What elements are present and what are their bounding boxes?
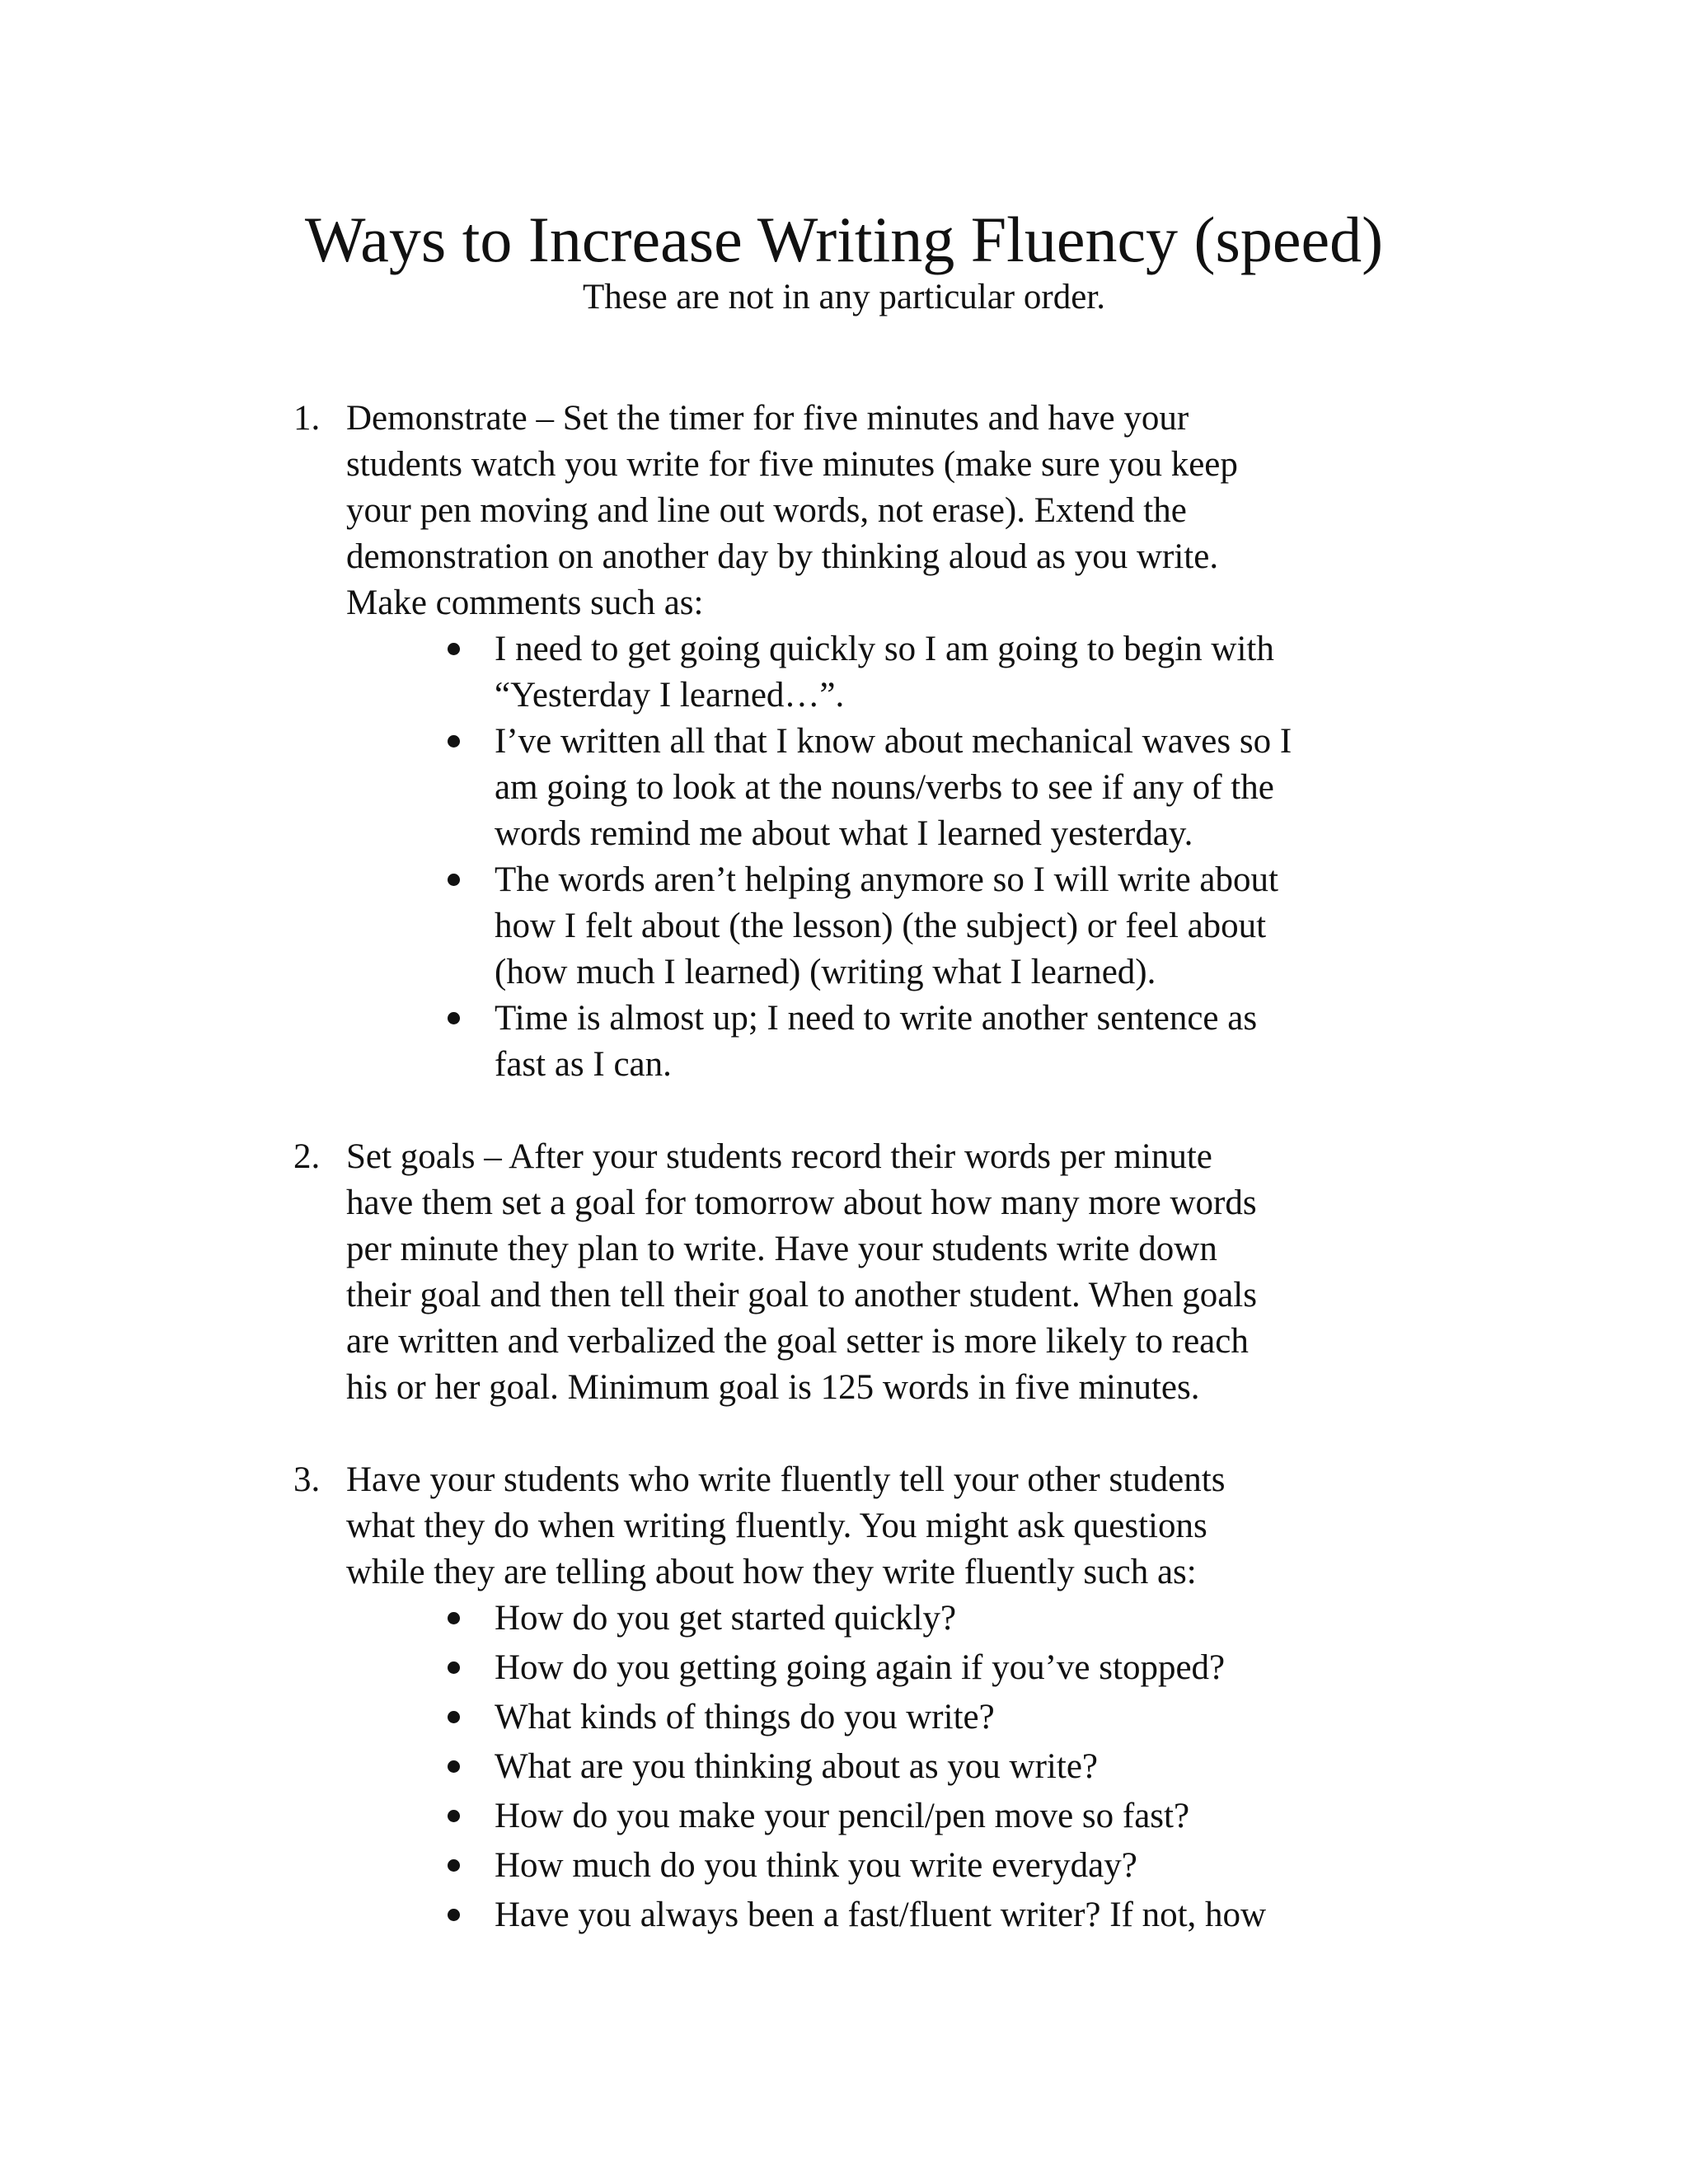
bullet-line: I need to get going quickly so I am going to begin with: [495, 630, 1274, 668]
bullet-line: The words aren’t helping anymore so I will write about: [495, 860, 1278, 899]
bullet-icon: [448, 735, 460, 748]
item-paragraph: [346, 1457, 1414, 1596]
bullet-item: [346, 996, 1414, 1088]
bullet-line: How do you getting going again if you’ve stopped?: [495, 1648, 1226, 1687]
bullet-icon: [448, 1760, 460, 1773]
list-item-3: [293, 1457, 1414, 1938]
paragraph-line: per minute they plan to write. Have your students write down: [346, 1230, 1217, 1268]
bullet-icon: [448, 1012, 460, 1024]
bullet-icon: [448, 1612, 460, 1624]
bullet-line: how I felt about (the lesson) (the subject) or feel about: [495, 907, 1267, 945]
bullet-line: am going to look at the nouns/verbs to see if any of the: [495, 768, 1274, 807]
bullet-list: [346, 626, 1414, 1088]
bullet-item: [346, 1596, 1414, 1642]
item-paragraph: [346, 396, 1414, 626]
bullet-item: [346, 1892, 1414, 1938]
bullet-line: “Yesterday I learned…”.: [495, 676, 845, 715]
paragraph-line: Demonstrate – Set the timer for five minutes and have your: [346, 399, 1189, 438]
bullet-line: How much do you think you write everyday?: [495, 1846, 1137, 1885]
bullet-item: [346, 626, 1414, 719]
document-title: Ways to Increase Writing Fluency (speed): [304, 204, 1384, 275]
bullet-item: [346, 1645, 1414, 1691]
list-item-2: [293, 1134, 1414, 1411]
paragraph-line: have them set a goal for tomorrow about how many more words: [346, 1183, 1257, 1222]
paragraph-line: are written and verbalized the goal setter is more likely to reach: [346, 1322, 1249, 1361]
bullet-list: [346, 1596, 1414, 1938]
bullet-icon: [448, 1909, 460, 1921]
bullet-icon: [448, 1661, 460, 1674]
bullet-line: words remind me about what I learned yesterday.: [495, 814, 1193, 853]
bullet-line: Time is almost up; I need to write another sentence as: [495, 999, 1258, 1038]
bullet-line: I’ve written all that I know about mechanical waves so I: [495, 722, 1292, 761]
paragraph-line: your pen moving and line out words, not erase). Extend the: [346, 491, 1187, 530]
bullet-item: [346, 1744, 1414, 1790]
list-item-1: [293, 396, 1414, 1088]
bullet-line: What are you thinking about as you write?: [495, 1747, 1098, 1786]
bullet-item: [346, 719, 1414, 857]
bullet-line: How do you make your pencil/pen move so fast?: [495, 1797, 1190, 1835]
paragraph-line: students watch you write for five minutes (make sure you keep: [346, 445, 1238, 484]
paragraph-line: Set goals – After your students record their words per minute: [346, 1137, 1212, 1176]
bullet-item: [346, 1793, 1414, 1840]
item-number: 1.: [293, 399, 321, 438]
bullet-line: (how much I learned) (writing what I learned).: [495, 953, 1156, 991]
bullet-line: What kinds of things do you write?: [495, 1698, 995, 1736]
bullet-item: [346, 1694, 1414, 1741]
bullet-item: [346, 1843, 1414, 1889]
paragraph-line: their goal and then tell their goal to another student. When goals: [346, 1276, 1257, 1315]
paragraph-line: Make comments such as:: [346, 583, 704, 622]
item-paragraph: [346, 1134, 1414, 1411]
bullet-icon: [448, 1711, 460, 1723]
bullet-icon: [448, 1810, 460, 1822]
paragraph-line: while they are telling about how they write fluently such as:: [346, 1553, 1197, 1591]
bullet-item: [346, 857, 1414, 996]
bullet-icon: [448, 874, 460, 886]
bullet-line: How do you get started quickly?: [495, 1599, 957, 1638]
paragraph-line: what they do when writing fluently. You might ask questions: [346, 1507, 1207, 1545]
bullet-icon: [448, 643, 460, 655]
bullet-icon: [448, 1859, 460, 1872]
bullet-line: Have you always been a fast/fluent writer? If not, how: [495, 1896, 1267, 1934]
numbered-list: [293, 396, 1414, 1985]
item-number: 3.: [293, 1460, 321, 1499]
item-number: 2.: [293, 1137, 321, 1176]
document-subtitle: These are not in any particular order.: [583, 278, 1105, 316]
paragraph-line: his or her goal. Minimum goal is 125 words in five minutes.: [346, 1368, 1200, 1407]
bullet-line: fast as I can.: [495, 1045, 672, 1084]
paragraph-line: Have your students who write fluently tell your other students: [346, 1460, 1226, 1499]
paragraph-line: demonstration on another day by thinking aloud as you write.: [346, 537, 1219, 576]
